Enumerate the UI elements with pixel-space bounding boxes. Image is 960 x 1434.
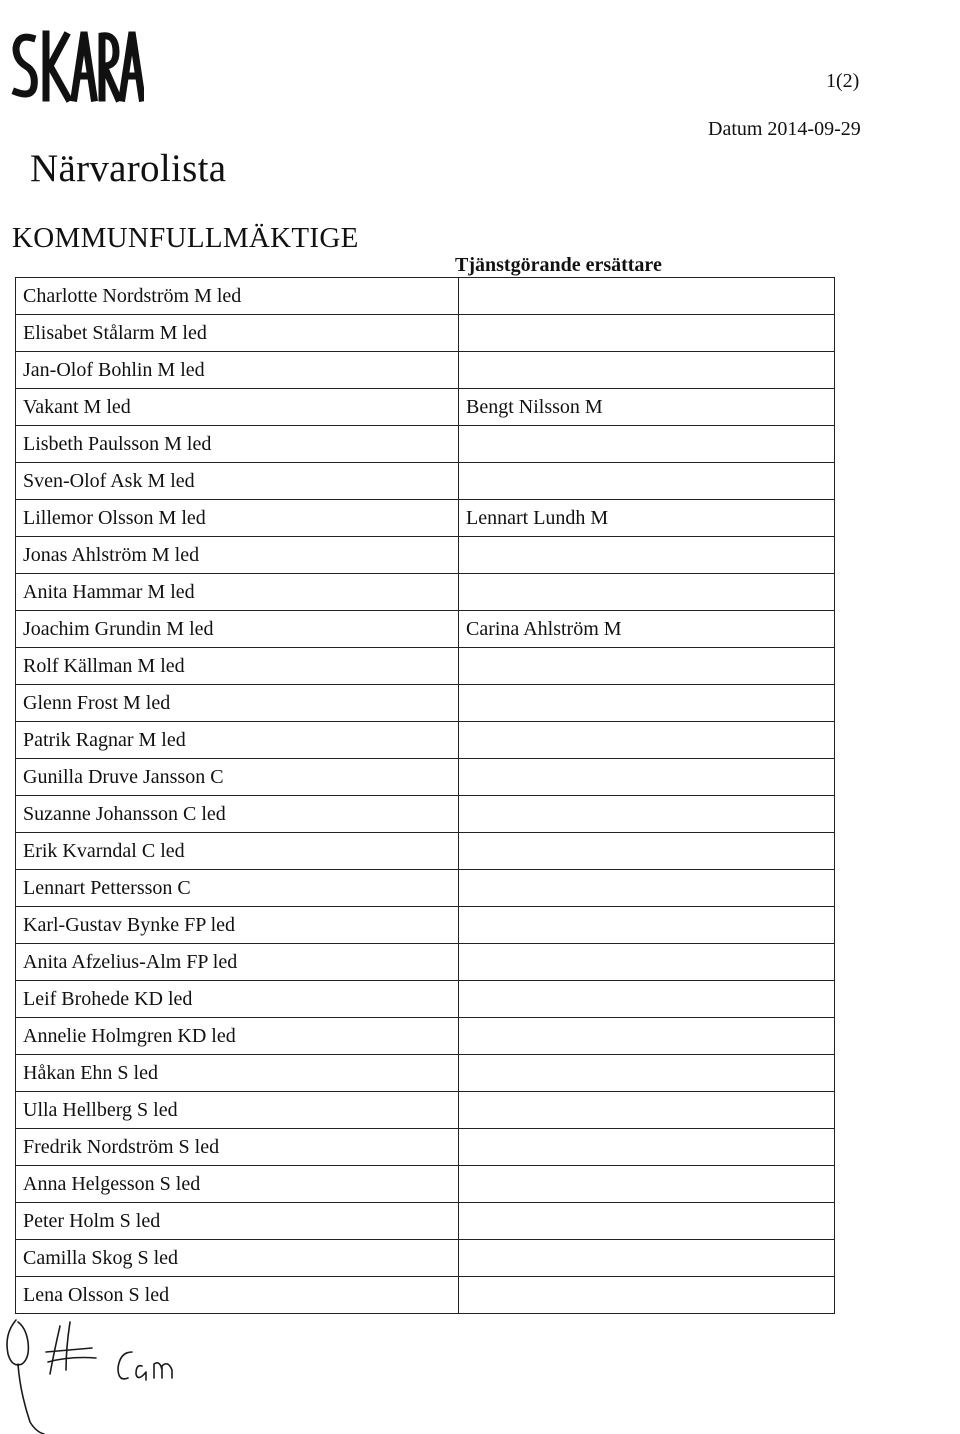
substitute-cell	[459, 648, 835, 685]
member-cell: Jan-Olof Bohlin M led	[16, 352, 459, 389]
table-row	[16, 722, 835, 759]
table-row	[16, 574, 835, 611]
member-cell: Rolf Källman M led	[16, 648, 459, 685]
table-row	[16, 907, 835, 944]
table-row	[16, 278, 835, 315]
document-title: Närvarolista	[30, 147, 227, 190]
substitute-cell: Bengt Nilsson M	[459, 389, 835, 426]
member-cell: Charlotte Nordström M led	[16, 278, 459, 315]
member-cell: Fredrik Nordström S led	[16, 1129, 459, 1166]
member-cell: Elisabet Stålarm M led	[16, 315, 459, 352]
substitute-cell	[459, 352, 835, 389]
table-row	[16, 315, 835, 352]
table-row	[16, 389, 835, 426]
substitute-cell	[459, 907, 835, 944]
member-cell: Håkan Ehn S led	[16, 1055, 459, 1092]
table-row	[16, 685, 835, 722]
substitute-cell	[459, 833, 835, 870]
substitute-cell	[459, 1092, 835, 1129]
table-row	[16, 981, 835, 1018]
substitute-cell	[459, 1018, 835, 1055]
substitute-cell	[459, 463, 835, 500]
substitute-cell	[459, 1129, 835, 1166]
table-row	[16, 1277, 835, 1314]
member-cell: Glenn Frost M led	[16, 685, 459, 722]
handwritten-signature	[0, 1312, 200, 1434]
member-cell: Jonas Ahlström M led	[16, 537, 459, 574]
table-row	[16, 352, 835, 389]
member-cell: Vakant M led	[16, 389, 459, 426]
attendance-table	[15, 277, 835, 1314]
member-cell: Leif Brohede KD led	[16, 981, 459, 1018]
member-cell: Peter Holm S led	[16, 1203, 459, 1240]
substitute-cell	[459, 537, 835, 574]
table-row	[16, 759, 835, 796]
table-row	[16, 1166, 835, 1203]
table-row	[16, 648, 835, 685]
substitute-cell	[459, 685, 835, 722]
table-row	[16, 1203, 835, 1240]
table-row	[16, 833, 835, 870]
substitute-cell	[459, 278, 835, 315]
member-cell: Annelie Holmgren KD led	[16, 1018, 459, 1055]
table-row	[16, 1129, 835, 1166]
substitute-cell	[459, 426, 835, 463]
substitute-cell	[459, 315, 835, 352]
document-date: Datum 2014-09-29	[708, 118, 861, 140]
member-cell: Erik Kvarndal C led	[16, 833, 459, 870]
skara-logo	[8, 22, 144, 106]
substitute-cell	[459, 1277, 835, 1314]
substitute-cell	[459, 759, 835, 796]
table-row	[16, 870, 835, 907]
substitute-cell	[459, 1166, 835, 1203]
substitute-cell	[459, 870, 835, 907]
table-row	[16, 944, 835, 981]
member-cell: Anita Hammar M led	[16, 574, 459, 611]
member-cell: Joachim Grundin M led	[16, 611, 459, 648]
table-row	[16, 426, 835, 463]
member-cell: Karl-Gustav Bynke FP led	[16, 907, 459, 944]
member-cell: Lillemor Olsson M led	[16, 500, 459, 537]
member-cell: Suzanne Johansson C led	[16, 796, 459, 833]
substitute-cell	[459, 1203, 835, 1240]
member-cell: Anita Afzelius-Alm FP led	[16, 944, 459, 981]
substitute-cell	[459, 796, 835, 833]
table-row	[16, 1055, 835, 1092]
member-cell: Lena Olsson S led	[16, 1277, 459, 1314]
substitute-cell: Lennart Lundh M	[459, 500, 835, 537]
substitute-cell	[459, 1055, 835, 1092]
substitute-cell	[459, 574, 835, 611]
member-cell: Anna Helgesson S led	[16, 1166, 459, 1203]
table-row	[16, 1018, 835, 1055]
page-number: 1(2)	[826, 70, 860, 92]
attendance-table-body	[16, 278, 835, 1314]
table-row	[16, 463, 835, 500]
member-cell: Gunilla Druve Jansson C	[16, 759, 459, 796]
member-cell: Sven-Olof Ask M led	[16, 463, 459, 500]
table-row	[16, 1092, 835, 1129]
substitute-cell	[459, 944, 835, 981]
table-row	[16, 796, 835, 833]
member-cell: Ulla Hellberg S led	[16, 1092, 459, 1129]
substitutes-column-header: Tjänstgörande ersättare	[455, 254, 662, 276]
member-cell: Lennart Pettersson C	[16, 870, 459, 907]
member-cell: Lisbeth Paulsson M led	[16, 426, 459, 463]
substitute-cell	[459, 722, 835, 759]
table-row	[16, 611, 835, 648]
table-row	[16, 1240, 835, 1277]
substitute-cell	[459, 1240, 835, 1277]
member-cell: Camilla Skog S led	[16, 1240, 459, 1277]
section-title: KOMMUNFULLMÄKTIGE	[12, 222, 359, 254]
member-cell: Patrik Ragnar M led	[16, 722, 459, 759]
table-row	[16, 500, 835, 537]
table-row	[16, 537, 835, 574]
substitute-cell	[459, 981, 835, 1018]
substitute-cell: Carina Ahlström M	[459, 611, 835, 648]
